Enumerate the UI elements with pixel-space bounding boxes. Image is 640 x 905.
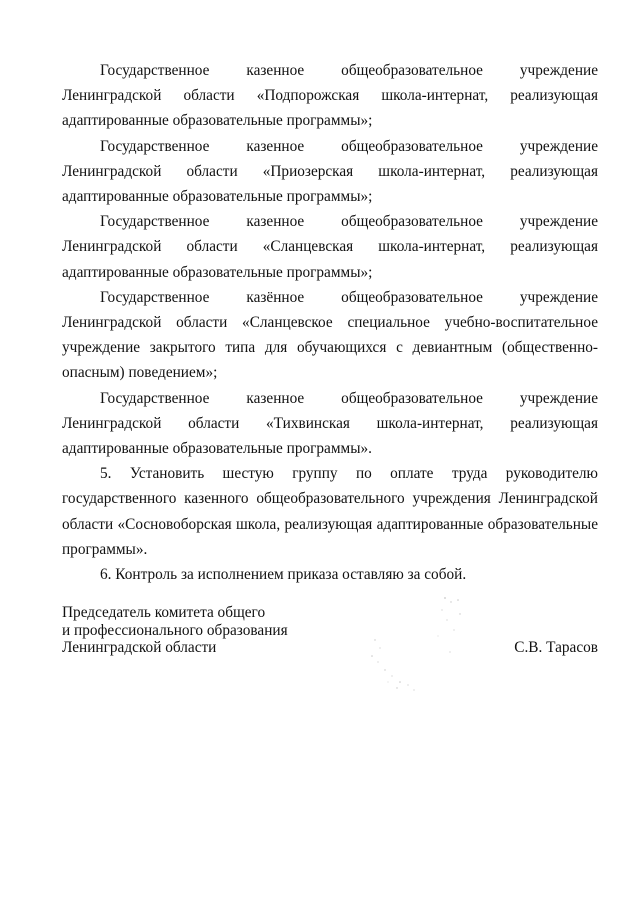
paragraph-item-6: 6. Контроль за исполнением приказа оставляю за собой. bbox=[100, 566, 467, 584]
paragraph-priozersk: Государственное казенное общеобразовательное учреждение Ленинградской области «Приозерская школа-интернат, реализующая адаптированные образовательные программы»; bbox=[62, 137, 598, 206]
paragraph-tikhvin: Государственное казенное общеобразовательное учреждение Ленинградской области «Тихвинская школа-интернат, реализующая адаптированные образовательные программы». bbox=[62, 389, 598, 458]
signer-title-line-1: Председатель комитета общего bbox=[62, 604, 266, 621]
signer-title-line-2: и профессионального образования bbox=[62, 621, 288, 639]
paragraph-slantsy-school: Государственное казенное общеобразовательное учреждение Ленинградской области «Сланцевская школа-интернат, реализующая адаптированные образовательные программы»; bbox=[62, 213, 598, 281]
document-body bbox=[62, 58, 598, 587]
signer-name: С.В. Тарасов bbox=[514, 639, 598, 656]
paragraph-item-5: 5. Установить шестую группу по оплате труда руководителю государственного казенного общеобразовательного учреждения Ленинградской области «Сосновоборская школа, реализующая адаптированные образовательные программы». bbox=[62, 465, 598, 558]
faint-signature-marks bbox=[350, 590, 480, 700]
paragraph-podporozhye: Государственное казенное общеобразовательное учреждение Ленинградской области «Подпорожская школа-интернат, реализующая адаптированные образовательные программы»; bbox=[62, 62, 598, 130]
paragraph-slantsy-special: Государственное казённое общеобразовательное учреждение Ленинградской области «Сланцевское специальное учебно-воспитательное учреждение закрытого типа для обучающихся с девиантным (общественно-опасным) поведением»; bbox=[62, 288, 598, 382]
signer-title-line-3: Ленинградской области bbox=[62, 639, 217, 656]
